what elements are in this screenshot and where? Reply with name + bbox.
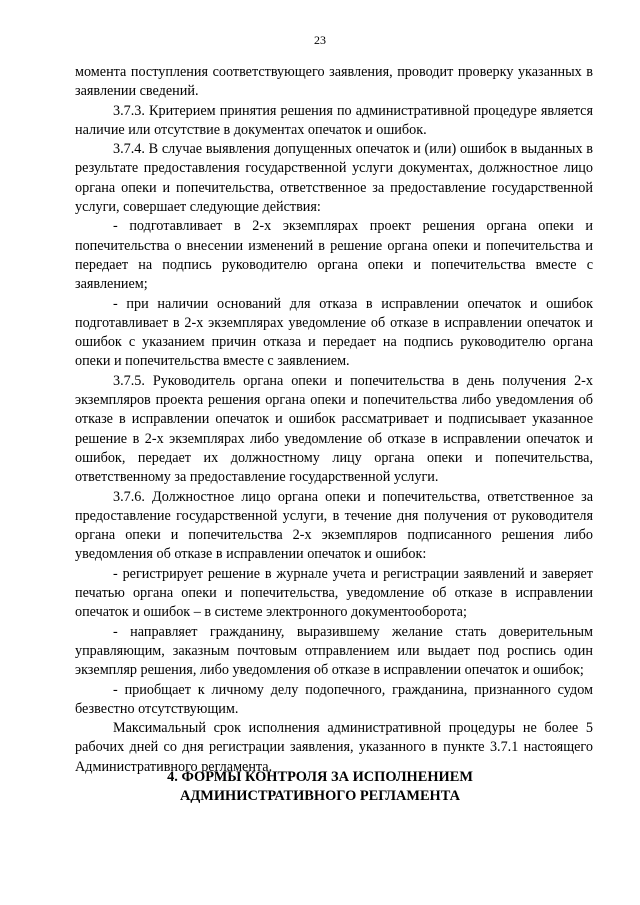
document-body bbox=[75, 63, 593, 777]
page-number: 23 bbox=[314, 33, 326, 47]
list-item-prepare-refusal: - при наличии оснований для отказа в исправлении опечаток и ошибок подготавливает в 2-х экземплярах уведомление об отказе в исправлении опечаток и ошибок с указанием причин отказа и передает на подпись руководителю органа опеки и попечительства вместе с заявлением. bbox=[75, 295, 593, 370]
section-heading-line-1: 4. ФОРМЫ КОНТРОЛЯ ЗА ИСПОЛНЕНИЕМ bbox=[167, 769, 473, 785]
paragraph-3-7-5: 3.7.5. Руководитель органа опеки и попечительства в день получения 2-х экземпляров проекта решения органа опеки и попечительства либо уведомления об отказе в исправлении опечаток и ошибок рассматривает и подписывает указанное решение в 2-х экземплярах либо уведомление об отказе в исправлении опечаток и ошибок, передает их должностному лицу органа опеки и попечительства, ответственному за предоставление государственной услуги. bbox=[75, 372, 593, 486]
paragraph-continuation: момента поступления соответствующего заявления, проводит проверку указанных в заявлении сведений. bbox=[75, 64, 593, 100]
section-heading bbox=[0, 768, 640, 806]
list-item-prepare-decision: - подготавливает в 2-х экземплярах проект решения органа опеки и попечительства о внесении изменений в решение органа опеки и попечительства и передает на подпись руководителю органа опеки и попечительства вместе с заявлением; bbox=[75, 218, 593, 293]
list-item-register-decision: - регистрирует решение в журнале учета и регистрации заявлений и заверяет печатью органа опеки и попечительства, уведомление об отказе в исправлении опечаток и ошибок – в системе электронного документооборота; bbox=[75, 565, 593, 621]
list-item-attach-to-file: - приобщает к личному делу подопечного, гражданина, признанного судом безвестно отсутствующим. bbox=[75, 681, 593, 717]
paragraph-3-7-4: 3.7.4. В случае выявления допущенных опечаток и (или) ошибок в выданных в результате предоставления государственной услуги документах, должностное лицо органа опеки и попечительства, ответственное за предоставление государственной услуги, совершает следующие действия: bbox=[75, 141, 593, 216]
section-heading-line-2: АДМИНИСТРАТИВНОГО РЕГЛАМЕНТА bbox=[179, 788, 461, 804]
list-item-send-to-citizen: - направляет гражданину, выразившему желание стать доверительным управляющим, заказным почтовым отправлением или выдает под роспись один экземпляр решения, либо уведомления об отказе в исправлении опечаток и ошибок; bbox=[75, 623, 593, 679]
paragraph-max-term: Максимальный срок исполнения административной процедуры не более 5 рабочих дней со дня регистрации заявления, указанного в пункте 3.7.1 настоящего Административного регламента. bbox=[75, 720, 593, 775]
paragraph-3-7-3: 3.7.3. Критерием принятия решения по административной процедуре является наличие или отсутствие в документах опечаток и ошибок. bbox=[75, 102, 593, 138]
paragraph-3-7-6: 3.7.6. Должностное лицо органа опеки и попечительства, ответственное за предоставление государственной услуги, в течение дня получения от руководителя органа опеки и попечительства 2-х экземпляров подписанного решения либо уведомления об отказе в исправлении опечаток и ошибок: bbox=[75, 488, 593, 563]
